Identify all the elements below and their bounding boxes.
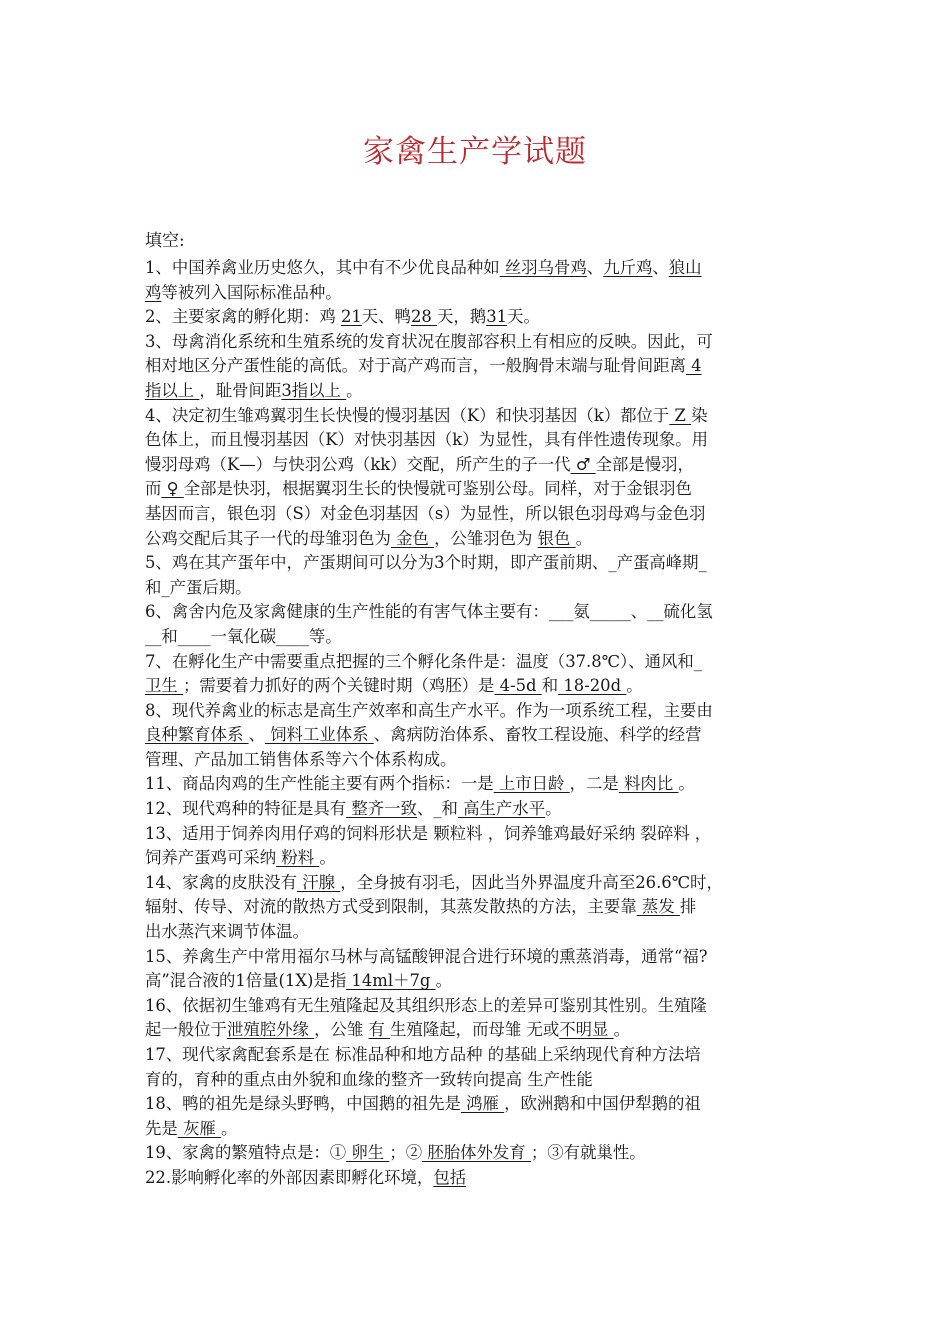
- line-text: 高”混合液的1倍量(1X)是指: [145, 971, 347, 991]
- line-text: ___氨_____: [548, 602, 631, 622]
- line-text: 起一般位于: [145, 1020, 227, 1040]
- text-line: [145, 1018, 810, 1043]
- line-text: 。: [626, 676, 643, 696]
- fill-answer: 上市日龄: [493, 774, 570, 794]
- line-text: 全部是快羽，根据翼羽生长的快慢就可鉴别公母。同样，对于金银羽色: [183, 479, 692, 499]
- text-line: [145, 674, 810, 699]
- text-line: [145, 477, 810, 502]
- line-text: 18、鸭的祖先是绿头野鸭，中国鹅的祖先是: [145, 1094, 461, 1114]
- fill-answer: 银色: [537, 528, 576, 548]
- line-text: 14、家禽的皮肤没有: [145, 872, 297, 892]
- line-text: 出水蒸汽来调节体温。: [145, 922, 309, 942]
- text-line: [145, 305, 810, 330]
- fill-answer: 不明显: [559, 1020, 614, 1040]
- text-line: [145, 1117, 810, 1142]
- text-line: [145, 871, 810, 896]
- line-text: 。: [319, 848, 336, 868]
- line-text: 而: [145, 479, 162, 499]
- line-text: ；②: [389, 1143, 423, 1163]
- line-text: ，二是: [569, 774, 619, 794]
- line-text: 、禽病防治体系、畜牧工程设施、科学的经营: [373, 725, 702, 745]
- line-text: ；③有就巢性。: [530, 1143, 646, 1163]
- line-text: 相对地区分产蛋性能的高低。对于高产鸡而言，一般胸骨末端与耻骨间距离: [145, 356, 686, 376]
- line-text: 天、鸭: [361, 307, 411, 327]
- text-line: [145, 404, 810, 429]
- line-text: 7、在孵化生产中需要重点把握的三个孵化条件是：温度（37.8℃）、通风和: [145, 651, 694, 671]
- line-text: 天。: [507, 307, 540, 327]
- line-text: 等被列入国际标准品种。: [161, 282, 342, 302]
- fill-answer: 高生产水平: [457, 799, 546, 819]
- text-line: [145, 822, 810, 847]
- line-text: 排: [679, 897, 697, 917]
- text-line: [145, 1166, 810, 1191]
- text-line: [145, 330, 810, 355]
- line-text: 色体上，而且慢羽基因（K）对快羽基因（k）为显性，具有伴性遗传现象。用: [145, 430, 709, 450]
- line-text: 6、禽舍内危及家禽健康的生产性能的有害气体主要有：: [145, 602, 549, 622]
- text-line: [145, 551, 810, 576]
- fill-answer: 九斤鸡: [603, 258, 653, 277]
- text-line: [145, 895, 810, 920]
- line-text: _和: [433, 799, 458, 819]
- fill-answer: 丝羽乌骨鸡: [499, 258, 587, 277]
- line-text: 先是: [145, 1118, 178, 1138]
- text-line: [145, 281, 810, 306]
- text-line: [145, 846, 810, 871]
- text-line: [145, 650, 810, 675]
- fill-answer: ♂: [570, 454, 596, 474]
- text-line: [145, 1043, 810, 1068]
- line-text: 、: [248, 725, 265, 745]
- line-text: 饲养产蛋鸡可采纳: [145, 848, 277, 868]
- line-text: 、: [586, 258, 604, 277]
- line-text: ；需要着力抓好的两个关键时期（鸡胚）是: [183, 676, 495, 696]
- fill-answer: 卵生: [346, 1143, 390, 1163]
- fill-answer: 粉料: [276, 848, 320, 868]
- text-line: [145, 797, 810, 822]
- text-line: [145, 502, 810, 527]
- line-text: 。: [435, 971, 452, 991]
- line-text: ，耻骨间距: [199, 380, 282, 400]
- line-text: 3、母禽消化系统和生殖系统的发育状况在腹部容积上有相应的反映。因此，可: [145, 331, 713, 351]
- line-text: 和: [145, 577, 162, 597]
- text-line: [145, 1068, 810, 1093]
- text-line: [145, 945, 810, 970]
- text-line: [145, 1092, 810, 1117]
- fill-answer: 料肉比: [618, 774, 679, 794]
- line-text: 5、鸡在其产蛋年中，产蛋期间可以分为3个时期，即产蛋前期、: [145, 553, 609, 573]
- fill-answer: 狼山: [668, 258, 702, 277]
- line-text: 15、养禽生产中常用福尔马林与高锰酸钾混合进行环境的熏蒸消毒，通常“福?: [145, 946, 708, 966]
- text-line: [145, 379, 810, 404]
- line-text: 。: [678, 774, 695, 794]
- line-text: 全部是慢羽，: [595, 454, 694, 474]
- line-text: ，公雏: [314, 1020, 369, 1040]
- line-text: 2、主要家禽的孵化期：鸡: [145, 307, 341, 327]
- line-text: 。: [220, 1118, 238, 1138]
- fill-answer: 泄殖腔外缘: [226, 1020, 315, 1040]
- fill-answer: 3指以上: [281, 380, 347, 400]
- line-text: 和: [541, 676, 559, 696]
- text-line: [145, 1141, 810, 1166]
- line-text: 4、决定初生雏鸡翼羽生长快慢的慢羽基因（K）和快羽基因（k）都位于: [145, 405, 670, 425]
- text-line: [145, 772, 810, 797]
- line-text: 1、中国养禽业历史悠久，其中有不少优良品种如: [145, 258, 500, 277]
- line-text: ，欧洲鹅和中国伊犁鹅的祖: [504, 1094, 701, 1114]
- line-text: _产蛋后期: [161, 577, 236, 597]
- line-text: 基因而言，银色羽（S）对金色羽基因（s）为显性，所以银色羽母鸡与金色羽: [145, 503, 706, 523]
- line-text: ，全身披有羽毛，因此当外界温度升高至26.6℃时，: [340, 872, 723, 892]
- fill-answer: Z: [669, 405, 692, 425]
- line-text: 生殖隆起，而母雏 无或: [390, 1020, 560, 1040]
- fill-answer: 良种繁育体系: [145, 725, 249, 745]
- line-text: 天，鹅: [437, 307, 487, 327]
- text-line: [145, 428, 810, 453]
- fill-answer: 金色: [390, 528, 435, 548]
- fill-answer: 饲料工业体系: [264, 725, 374, 745]
- line-text: 19、家禽的繁殖特点是：①: [145, 1143, 347, 1163]
- text-line: [145, 920, 810, 945]
- text-line: [145, 453, 810, 478]
- text-line: [145, 699, 810, 724]
- fill-answer: 胚胎体外发育: [422, 1143, 531, 1163]
- line-text: 17、现代家禽配套系是在 标准品种和地方品种 的基础上采纳现代育种方法培: [145, 1045, 701, 1064]
- line-text: 16、依据初生雏鸡有无生殖隆起及其组织形态上的差异可鉴别其性别。生殖隆: [145, 995, 707, 1015]
- line-text: _产蛋高峰期_: [608, 553, 707, 573]
- fill-answer: 汗腺: [296, 872, 341, 892]
- text-line: [145, 256, 810, 281]
- line-text: 育的，育种的重点由外貌和血缘的整齐一致转向提高 生产性能: [145, 1069, 593, 1089]
- line-text: 公鸡交配后其子一代的母雏羽色为: [145, 528, 391, 548]
- section-label: 填空:: [145, 231, 185, 251]
- line-text: __硫化氢: [647, 602, 713, 622]
- fill-answer: 卫生: [145, 676, 183, 696]
- fill-answer: 28: [410, 307, 438, 327]
- line-text: _: [693, 651, 702, 671]
- text-line: [145, 576, 810, 601]
- fill-answer: 指以上: [145, 380, 200, 400]
- fill-answer: 有: [368, 1020, 391, 1040]
- text-line: [145, 969, 810, 994]
- line-text: 11、商品肉鸡的生产性能主要有两个指标：一是: [145, 774, 494, 794]
- fill-answer: 31: [486, 307, 508, 327]
- line-text: 慢羽母鸡（K—）与快羽公鸡（kk）交配，所产生的子一代: [145, 454, 571, 474]
- line-text: 。: [545, 799, 562, 819]
- line-text: __和____一氧化碳____等。: [145, 626, 342, 646]
- line-text: ，公雏羽色为: [434, 528, 538, 548]
- fill-answer: 鸿雁: [460, 1094, 505, 1114]
- line-text: 。: [613, 1020, 631, 1040]
- text-line: [145, 527, 810, 552]
- page-title: 家禽生产学试题: [363, 134, 587, 170]
- line-text: 、: [630, 602, 648, 622]
- line-text: 。: [575, 528, 593, 548]
- text-line: [145, 748, 810, 773]
- text-line: [145, 994, 810, 1019]
- line-text: 、: [652, 258, 669, 277]
- text-line: [145, 354, 810, 379]
- fill-answer: 4: [685, 356, 702, 376]
- fill-answer: 鸡: [145, 282, 162, 302]
- fill-answer: 21: [340, 307, 362, 327]
- text-line: [145, 625, 810, 650]
- fill-answer: 4-5d: [494, 676, 542, 696]
- line-text: 12、现代鸡种的特征是具有: [145, 799, 347, 819]
- text-line: [145, 600, 810, 625]
- fill-answer: 灰雁: [177, 1118, 221, 1138]
- fill-answer: ♀: [161, 479, 184, 499]
- fill-answer: 包括: [433, 1167, 467, 1187]
- text-line: [145, 723, 810, 748]
- question-body: [145, 256, 810, 1191]
- fill-answer: 18-20d: [558, 676, 627, 696]
- line-text: 染: [691, 405, 708, 425]
- line-text: 13、适用于饲养肉用仔鸡的饲料形状是 颗粒料 ，饲养雏鸡最好采纳 裂碎料 ，: [145, 823, 712, 843]
- fill-answer: 整齐一致: [346, 799, 417, 819]
- line-text: 。: [346, 380, 363, 400]
- line-text: 22.影响孵化率的外部因素即孵化环境，: [145, 1167, 434, 1187]
- line-text: 管理、产品加工销售体系等六个体系构成。: [145, 749, 457, 769]
- fill-answer: 蒸发: [636, 897, 680, 917]
- line-text: 辐射、传导、对流的散热方式受到限制，其蒸发散热的方法，主要靠: [145, 897, 637, 917]
- line-text: 。: [235, 577, 252, 597]
- fill-answer: 14ml＋7g: [346, 971, 436, 991]
- line-text: 、: [416, 799, 434, 819]
- line-text: 8、现代养禽业的标志是高生产效率和高生产水平。作为一项系统工程，主要由: [145, 700, 713, 720]
